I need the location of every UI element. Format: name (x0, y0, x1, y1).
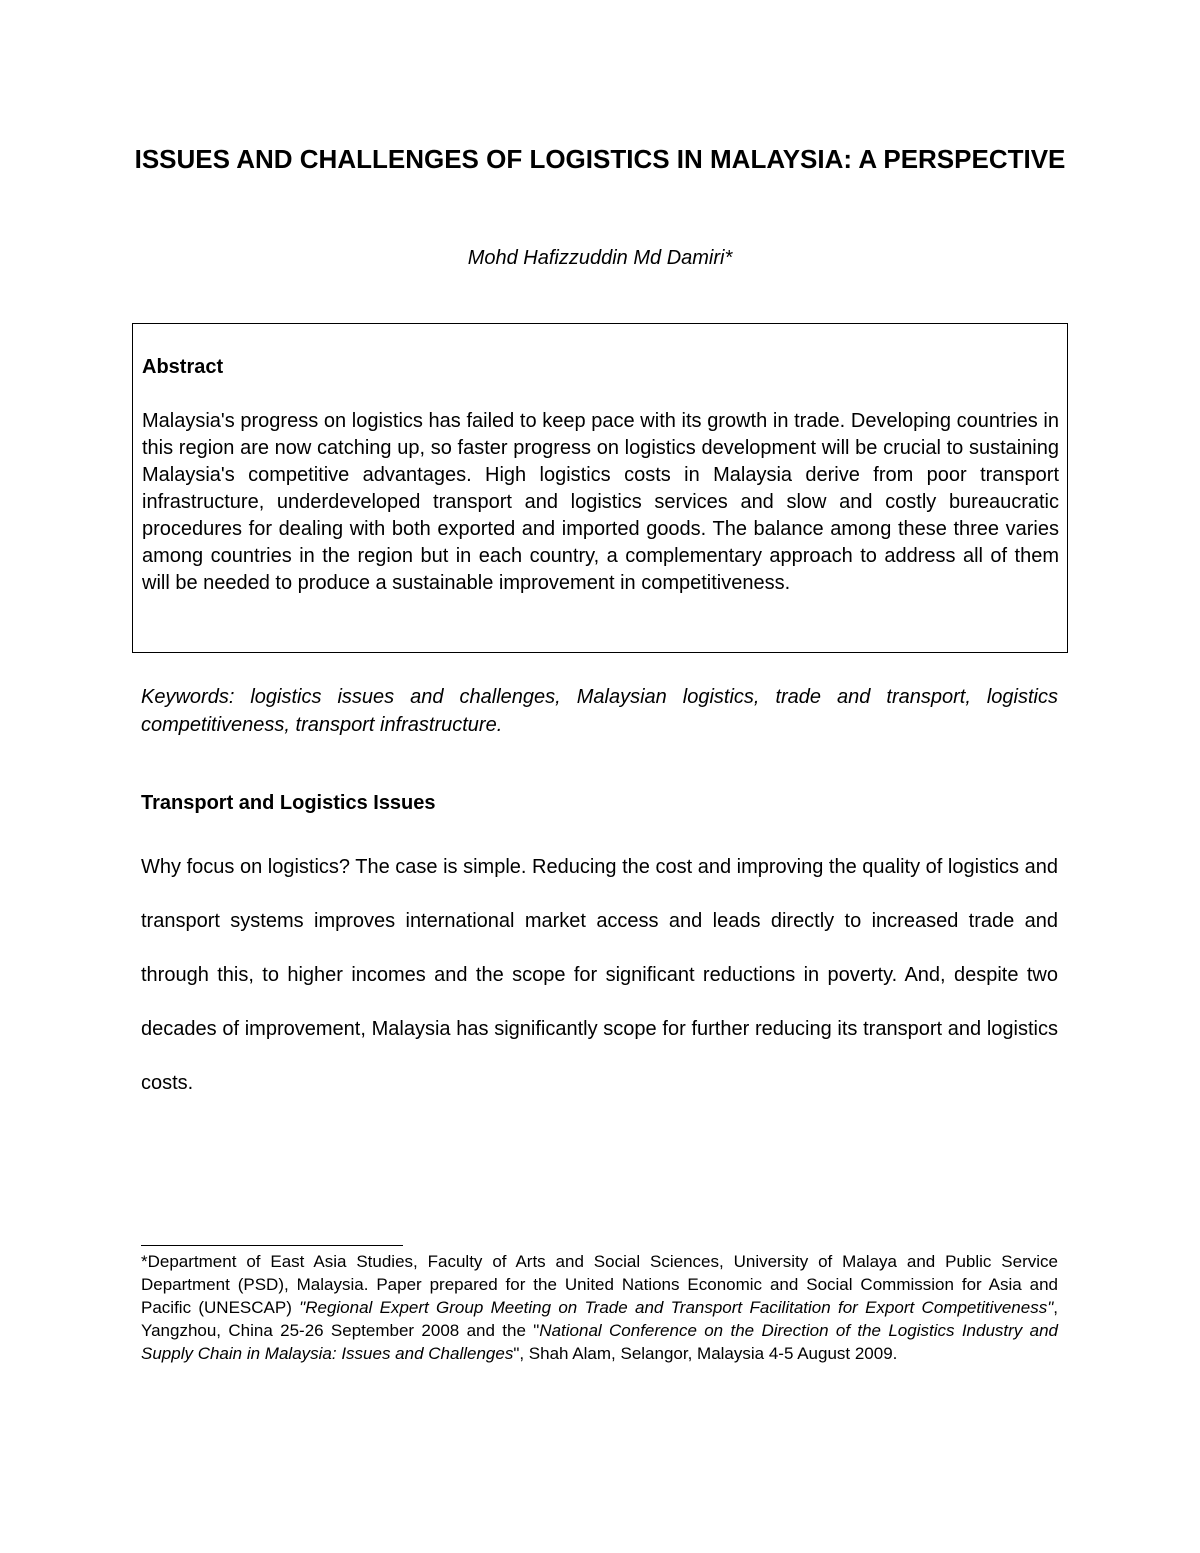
footnote-text-3: ", Shah Alam, Selangor, Malaysia 4-5 August 2009. (513, 1344, 898, 1363)
footnote-italic-2: National Conference on the Direction of the Logistics Industry and Supply Chain in Malaysia: Issues and Challenges (141, 1321, 1058, 1363)
abstract-text: Malaysia's progress on logistics has failed to keep pace with its growth in trade. Developing countries in this region are now catching up, so faster progress on logistics development will be crucial to sustaining Malaysia's competitive advantages. High logistics costs in Malaysia derive from poor transport infrastructure, underdeveloped transport and logistics services and slow and costly bureaucratic procedures for dealing with both exported and imported goods. The balance among these three varies among countries in the region but in each country, a complementary approach to address all of them will be needed to produce a sustainable improvement in competitiveness. (142, 410, 1059, 594)
footnote (141, 1250, 1058, 1365)
keywords: Keywords: logistics issues and challenges, Malaysian logistics, trade and transport, logistics competitiveness, transport infrastructure. (141, 686, 1058, 736)
paper-title: ISSUES AND CHALLENGES OF LOGISTICS IN MALAYSIA: A PERSPECTIVE (134, 144, 1066, 174)
body-paragraph: Why focus on logistics? The case is simple. Reducing the cost and improving the quality of logistics and transport systems improves international market access and leads directly to increased trade and through this, to higher incomes and the scope for significant reductions in poverty. And, despite two decades of improvement, Malaysia has significantly scope for further reducing its transport and logistics costs. (141, 856, 1058, 1094)
author-name: Mohd Hafizzuddin Md Damiri* (467, 247, 733, 269)
abstract-box (132, 323, 1068, 653)
section-heading: Transport and Logistics Issues (141, 792, 436, 814)
footnote-divider (141, 1245, 403, 1246)
footnote-italic-1: "Regional Expert Group Meeting on Trade and Transport Facilitation for Export Competitiveness" (299, 1298, 1054, 1317)
footnote-text-2: , Yangzhou, China 25-26 September 2008 and the " (141, 1298, 1058, 1340)
footnote-text-1: *Department of East Asia Studies, Faculty of Arts and Social Sciences, University of Malaya and Public Service Department (PSD), Malaysia. Paper prepared for the United Nations Economic and Social Commission for Asia and Pacific (UNESCAP) (141, 1252, 1058, 1317)
abstract-heading: Abstract (142, 356, 224, 378)
